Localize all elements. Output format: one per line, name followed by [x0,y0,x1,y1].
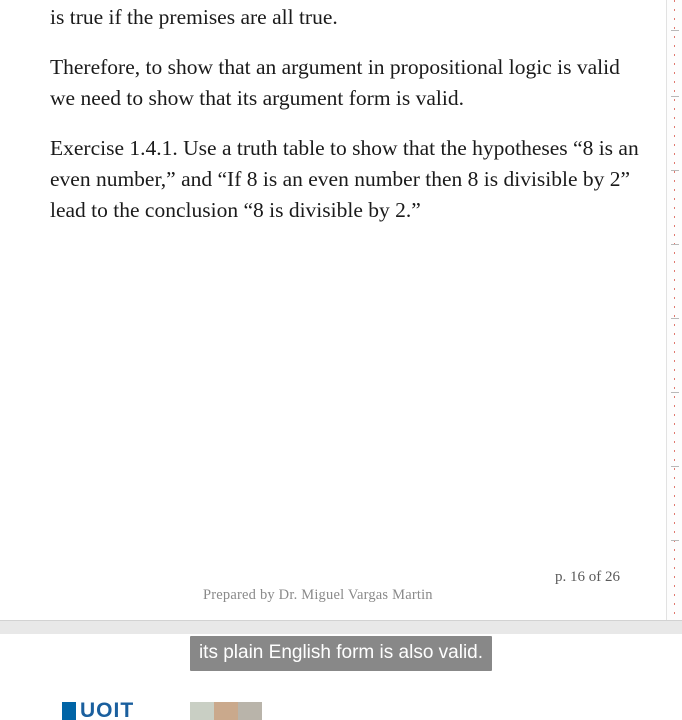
logo-swatch-3 [238,702,262,720]
player-letterbox-band [0,620,682,635]
document-scroll-strip[interactable] [666,0,682,620]
page-number: p. 16 of 26 [555,569,620,585]
slide-paragraph-1: is true if the premises are all true. [50,5,338,29]
prepared-by-credit: Prepared by Dr. Miguel Vargas Martin [203,587,433,603]
slide-footer [0,560,666,620]
uoit-logo-text: UOIT [80,702,135,720]
slide-text-body [50,0,640,245]
logo-swatch-2 [214,702,238,720]
strip-marker-line [674,0,675,620]
uoit-logo-mark [62,702,76,720]
caption-text: its plain English form is also valid. [190,636,492,671]
logo-swatch-1 [190,702,214,720]
slide-paragraph-2: Therefore, to show that an argument in propositional logic is valid we need to show that its argument form is valid. [50,55,620,110]
slide-paragraph-3: Exercise 1.4.1. Use a truth table to show that the hypotheses “8 is an even number,” and “If 8 is an even number then 8 is divisible by 2” lead to the conclusion “8 is divisible by 2.” [50,136,639,222]
uoit-logo [62,702,262,720]
